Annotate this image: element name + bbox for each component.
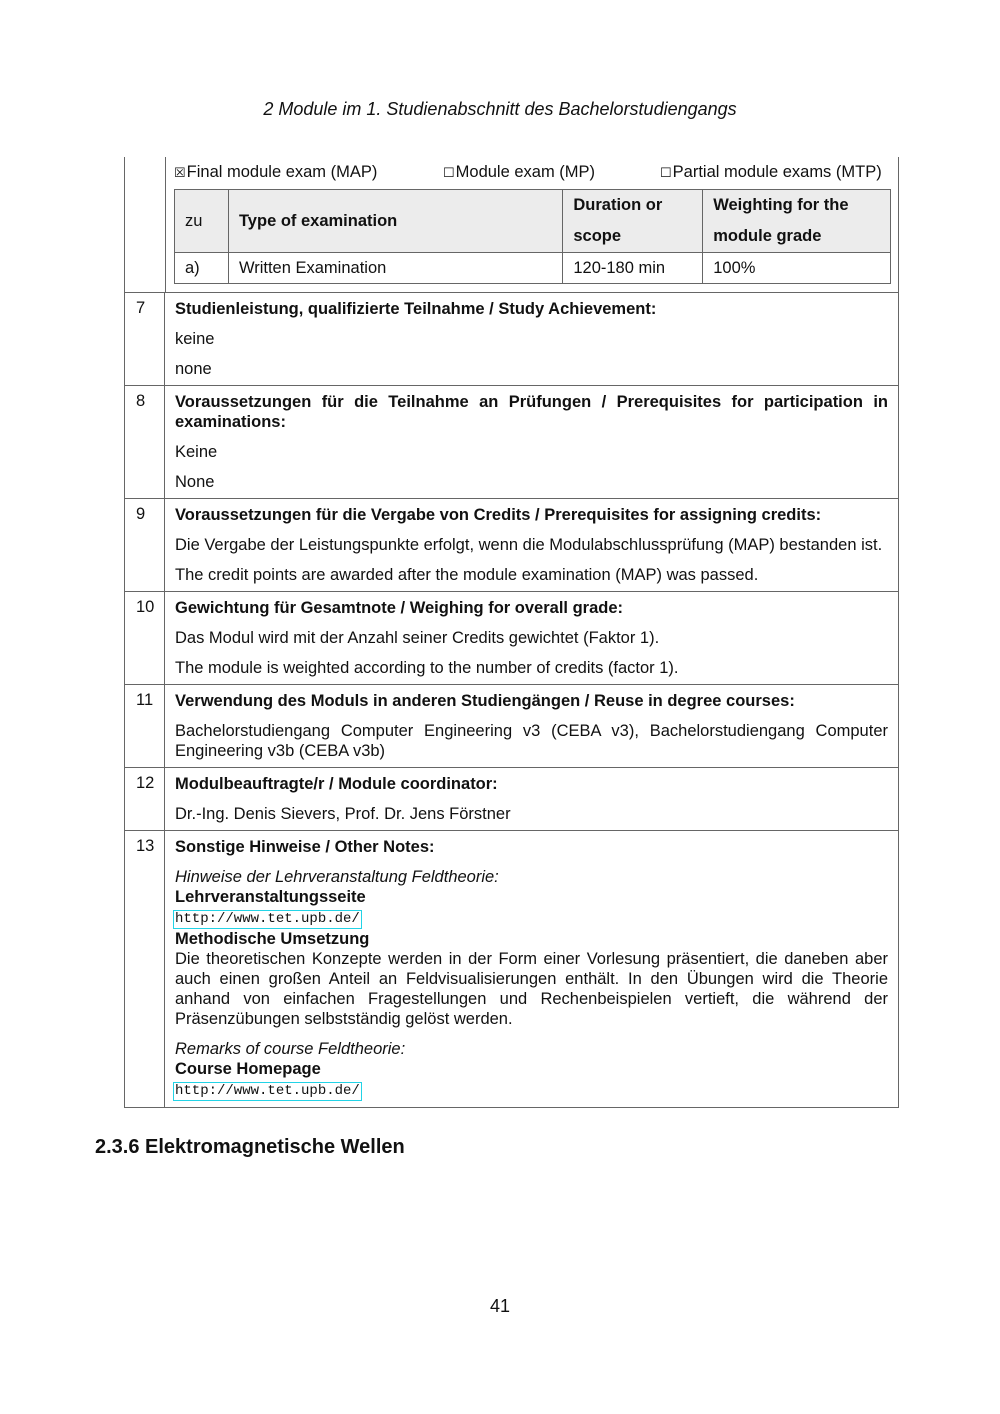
notes-method-text: Die theoretischen Konzepte werden in der Form einer Vorlesung präsentiert, die daneben aber auch einen großen Anteil an Feldvisualisierungen enthält. In den Übungen wird die Theorie anhand von einfachen Fragestellungen und Rechenbeispielen vertieft, die während der Präsenzübungen selbstständig gelöst werden. (175, 950, 888, 1028)
exam-option-map (174, 163, 377, 182)
table-row (125, 831, 899, 1108)
course-page-link[interactable]: http://www.tet.upb.de/ (175, 911, 360, 927)
col-header-duration: Duration or scope (563, 190, 703, 253)
row-text-de: keine (175, 330, 215, 348)
row-number: 10 (125, 592, 165, 685)
notes-de-page-label: Lehrveranstaltungsseite (175, 888, 366, 906)
row-title: Voraussetzungen für die Vergabe von Credits / Prerequisites for assigning credits: (175, 506, 822, 524)
table-row (125, 592, 899, 685)
cell-type: Written Examination (228, 253, 562, 284)
row-number: 12 (125, 768, 165, 831)
course-homepage-link[interactable]: http://www.tet.upb.de/ (175, 1083, 360, 1099)
table-row (125, 685, 899, 768)
exam-option-mtp (660, 163, 882, 182)
notes-method-label: Methodische Umsetzung (175, 930, 370, 948)
table-row (125, 386, 899, 499)
notes-de-intro: Hinweise der Lehrveranstaltung Feldtheorie: (175, 868, 499, 886)
row-title: Modulbeauftragte/r / Module coordinator: (175, 775, 498, 793)
exam-table-header (175, 190, 891, 253)
cell-zu: a) (175, 253, 229, 284)
table-row (125, 768, 899, 831)
row-number: 13 (125, 831, 165, 1108)
row-number: 7 (125, 293, 165, 386)
row-text-en: The credit points are awarded after the module examination (MAP) was passed. (175, 566, 759, 584)
checked-box-icon: ☒ (174, 165, 186, 180)
row-text-en: None (175, 473, 215, 491)
notes-en-page-label: Course Homepage (175, 1060, 321, 1078)
row-number: 9 (125, 499, 165, 592)
col-header-zu: zu (175, 190, 229, 253)
row-title: Voraussetzungen für die Teilnahme an Prüfungen / Prerequisites for participation in examinations: (175, 393, 888, 431)
exam-type-options (174, 163, 894, 185)
exam-option-label: Final module exam (MAP) (186, 163, 378, 181)
table-row (125, 499, 899, 592)
row-text-de: Die Vergabe der Leistungspunkte erfolgt, wenn die Modulabschlussprüfung (MAP) bestanden ist. (175, 536, 883, 554)
module-table (124, 292, 899, 1108)
cell-duration: 120-180 min (563, 253, 703, 284)
row-title: Studienleistung, qualifizierte Teilnahme / Study Achievement: (175, 300, 657, 318)
unchecked-box-icon: ☐ (660, 165, 672, 180)
row-text-en: none (175, 360, 212, 378)
col-header-type: Type of examination (228, 190, 562, 253)
row-text-en: The module is weighted according to the number of credits (factor 1). (175, 659, 679, 677)
section-heading: 2.3.6 Elektromagnetische Wellen (95, 1136, 405, 1158)
row-text-de: Dr.-Ing. Denis Sievers, Prof. Dr. Jens Förstner (175, 805, 511, 823)
col-header-weighting: Weighting for the module grade (703, 190, 891, 253)
exam-option-label: Module exam (MP) (455, 163, 596, 181)
row-text-de: Das Modul wird mit der Anzahl seiner Credits gewichtet (Faktor 1). (175, 629, 660, 647)
row-number: 11 (125, 685, 165, 768)
unchecked-box-icon: ☐ (443, 165, 455, 180)
row-text-de: Bachelorstudiengang Computer Engineering v3 (CEBA v3), Bachelorstudiengang Computer Engineering v3b (CEBA v3b) (175, 722, 888, 760)
running-header: 2 Module im 1. Studienabschnitt des Bachelorstudiengangs (263, 99, 737, 119)
exam-option-label: Partial module exams (MTP) (672, 163, 882, 181)
table-row (125, 293, 899, 386)
row-title: Gewichtung für Gesamtnote / Weighing for overall grade: (175, 599, 624, 617)
exam-table (174, 189, 891, 284)
notes-en-intro: Remarks of course Feldtheorie: (175, 1040, 406, 1058)
row-title: Sonstige Hinweise / Other Notes: (175, 838, 435, 856)
row-title: Verwendung des Moduls in anderen Studiengängen / Reuse in degree courses: (175, 692, 795, 710)
exam-option-mp (443, 163, 595, 182)
cell-weighting: 100% (703, 253, 891, 284)
row-number: 8 (125, 386, 165, 499)
row-text-de: Keine (175, 443, 218, 461)
page-number: 41 (489, 1296, 511, 1316)
table-row (175, 253, 891, 284)
